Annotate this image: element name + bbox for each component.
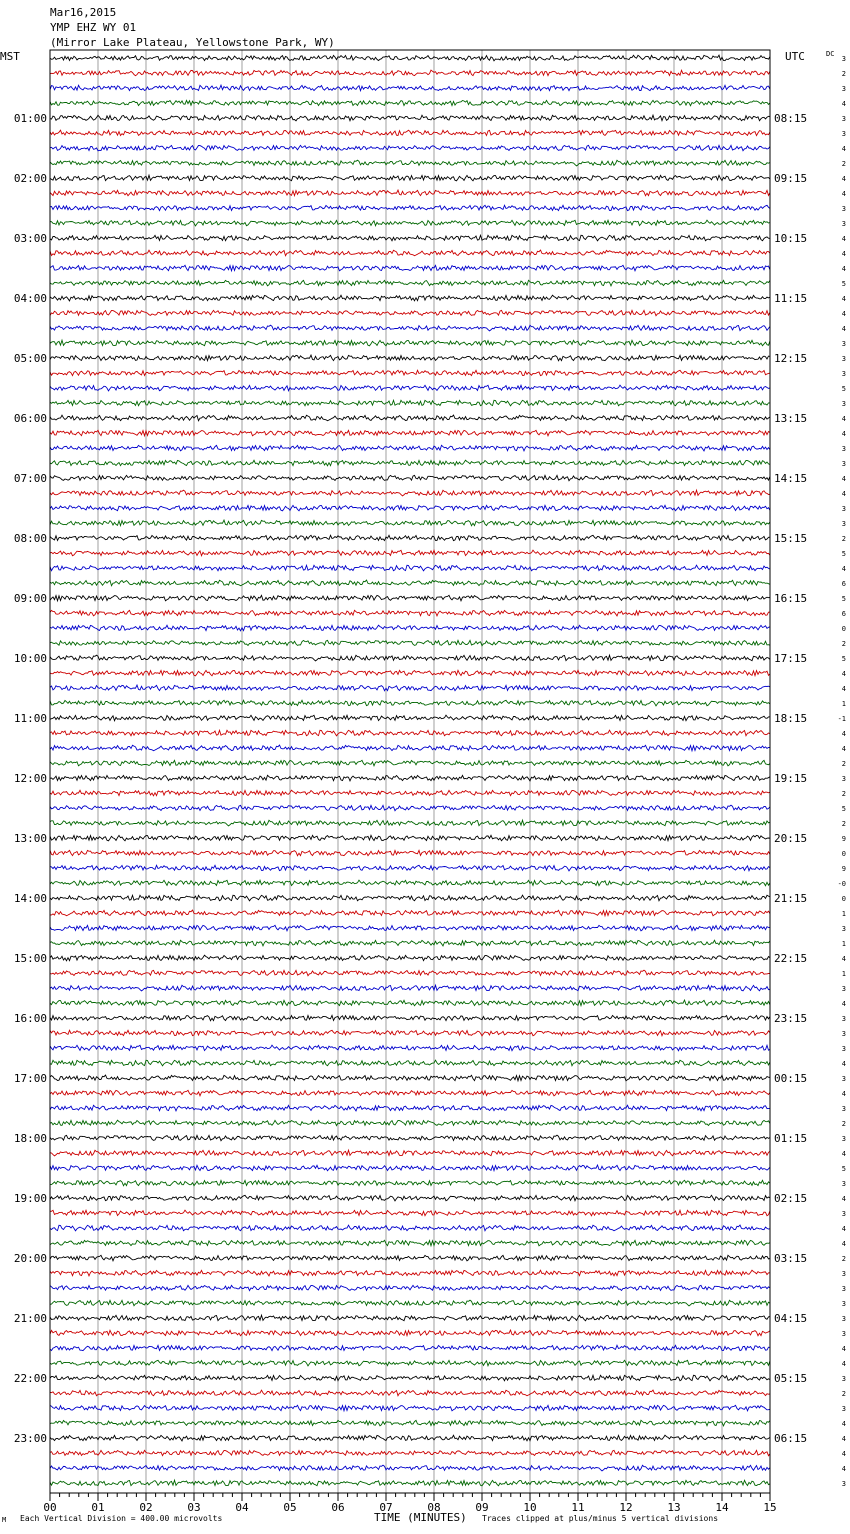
seismic-trace — [50, 970, 770, 976]
hour-label-right: 16:15 — [774, 592, 808, 605]
dc-offset-label: 3 — [841, 220, 846, 228]
seismic-trace — [50, 1420, 770, 1426]
dc-offset-label: 5 — [841, 1165, 846, 1173]
dc-offset-label: 3 — [841, 1480, 846, 1488]
dc-offset-label: 2 — [841, 70, 846, 78]
seismic-trace — [50, 490, 770, 496]
dc-offset-label: 3 — [841, 775, 846, 783]
seismic-trace — [50, 1225, 770, 1231]
dc-offset-label: 4 — [841, 310, 846, 318]
hour-label-left: 05:00 — [13, 352, 47, 365]
dc-offset-label: 3 — [841, 1300, 846, 1308]
dc-offset-label: 4 — [841, 1090, 846, 1098]
x-axis-title: TIME (MINUTES) — [374, 1511, 467, 1524]
seismic-trace — [50, 745, 770, 751]
dc-offset-label: 3 — [841, 925, 846, 933]
x-tick-label: 09 — [475, 1501, 489, 1514]
dc-offset-label: 4 — [841, 325, 846, 333]
seismic-trace — [50, 775, 770, 781]
seismic-trace — [50, 100, 770, 105]
seismic-trace — [50, 550, 770, 556]
seismic-trace — [50, 85, 770, 91]
dc-offset-label: 4 — [841, 955, 846, 963]
seismic-trace — [50, 1015, 770, 1020]
seismic-trace — [50, 505, 770, 511]
seismic-trace — [50, 985, 770, 991]
seismic-trace — [50, 805, 770, 811]
seismic-trace — [50, 175, 770, 181]
seismic-trace — [50, 115, 770, 121]
hour-label-left: 21:00 — [13, 1312, 47, 1325]
dc-offset-label: 4 — [841, 265, 846, 273]
dc-offset-label: 4 — [841, 250, 846, 258]
seismic-trace — [50, 1240, 770, 1246]
seismic-trace — [50, 325, 770, 331]
hour-label-left: 11:00 — [13, 712, 47, 725]
dc-offset-label: 4 — [841, 1195, 846, 1203]
seismic-trace — [50, 955, 770, 961]
seismic-trace — [50, 235, 770, 241]
hour-label-left: 18:00 — [13, 1132, 47, 1145]
dc-offset-label: 3 — [841, 1330, 846, 1338]
seismic-trace — [50, 1180, 770, 1185]
seismic-trace — [50, 640, 770, 645]
seismic-trace — [50, 1285, 770, 1290]
x-tick-label: 05 — [283, 1501, 297, 1514]
dc-offset-label: 3 — [841, 55, 846, 63]
dc-offset-label: 3 — [841, 1405, 846, 1413]
hour-label-right: 21:15 — [774, 892, 808, 905]
hour-label-left: 15:00 — [13, 952, 47, 965]
dc-offset-label: 2 — [841, 160, 846, 168]
seismic-trace — [50, 1345, 770, 1350]
seismic-trace — [50, 1405, 770, 1411]
dc-offset-label: 3 — [841, 1045, 846, 1053]
dc-offset-label: 6 — [841, 580, 846, 588]
hour-label-left: 16:00 — [13, 1012, 47, 1025]
hour-label-right: 02:15 — [774, 1192, 808, 1205]
dc-offset-label: 2 — [841, 1255, 846, 1263]
seismic-trace — [50, 205, 770, 210]
seismic-trace — [50, 280, 770, 286]
dc-offset-label: 4 — [841, 190, 846, 198]
dc-offset-label: 4 — [841, 1450, 846, 1458]
seismic-trace — [50, 1045, 770, 1051]
seismic-trace — [50, 1450, 770, 1455]
scale-marker: M — [2, 1516, 7, 1524]
hour-label-left: 12:00 — [13, 772, 47, 785]
seismic-trace — [50, 1375, 770, 1381]
dc-offset-label: 5 — [841, 385, 846, 393]
hour-label-right: 10:15 — [774, 232, 808, 245]
hour-label-right: 22:15 — [774, 952, 808, 965]
x-tick-label: 12 — [619, 1501, 633, 1514]
hour-label-right: 00:15 — [774, 1072, 808, 1085]
dc-offset-label: 3 — [841, 460, 846, 468]
dc-offset-label: 3 — [841, 400, 846, 408]
hour-label-left: 19:00 — [13, 1192, 47, 1205]
x-tick-label: 11 — [571, 1501, 585, 1514]
hour-label-right: 14:15 — [774, 472, 808, 485]
seismic-trace — [50, 1105, 770, 1111]
seismic-trace — [50, 1360, 770, 1366]
dc-offset-label: 4 — [841, 1225, 846, 1233]
seismic-trace — [50, 1270, 770, 1276]
right-timezone-label: UTC — [785, 50, 805, 63]
hour-label-right: 06:15 — [774, 1432, 808, 1445]
dc-offset-label: 2 — [841, 790, 846, 798]
dc-offset-label: 4 — [841, 475, 846, 483]
dc-offset-label: 3 — [841, 1315, 846, 1323]
dc-offset-label: 1 — [841, 910, 846, 918]
dc-offset-label: 4 — [841, 730, 846, 738]
dc-offset-label: 3 — [841, 505, 846, 513]
dc-column-label: DC — [826, 50, 835, 58]
dc-offset-label: -1 — [837, 715, 846, 723]
seismic-trace — [50, 400, 770, 406]
seismic-trace — [50, 535, 770, 541]
seismic-trace — [50, 1090, 770, 1096]
seismic-trace — [50, 1135, 770, 1141]
seismic-trace — [50, 760, 770, 766]
seismic-trace — [50, 565, 770, 571]
seismic-trace — [50, 310, 770, 315]
seismic-trace — [50, 370, 770, 375]
dc-offset-label: 5 — [841, 805, 846, 813]
hour-label-right: 09:15 — [774, 172, 808, 185]
x-tick-label: 10 — [523, 1501, 537, 1514]
dc-offset-label: 4 — [841, 685, 846, 693]
hour-label-right: 23:15 — [774, 1012, 808, 1025]
x-tick-label: 14 — [715, 1501, 729, 1514]
seismic-trace — [50, 1195, 770, 1201]
dc-offset-label: 4 — [841, 100, 846, 108]
hour-label-right: 12:15 — [774, 352, 808, 365]
seismic-trace — [50, 655, 770, 661]
header-date: Mar16,2015 — [50, 6, 117, 19]
seismic-trace — [50, 580, 770, 586]
dc-offset-label: 3 — [841, 1105, 846, 1113]
seismic-trace — [50, 730, 770, 736]
dc-offset-label: 4 — [841, 295, 846, 303]
seismic-trace — [50, 850, 770, 856]
dc-offset-label: 3 — [841, 1075, 846, 1083]
seismic-trace — [50, 1120, 770, 1125]
seismic-trace — [50, 895, 770, 901]
seismic-trace — [50, 55, 770, 61]
x-tick-label: 07 — [379, 1501, 393, 1514]
dc-offset-label: 2 — [841, 535, 846, 543]
dc-offset-label: 2 — [841, 1120, 846, 1128]
seismic-trace — [50, 1060, 770, 1066]
x-tick-label: 03 — [187, 1501, 201, 1514]
dc-offset-label: 4 — [841, 565, 846, 573]
seismic-trace — [50, 130, 770, 135]
dc-offset-label: 4 — [841, 1360, 846, 1368]
hour-label-left: 10:00 — [13, 652, 47, 665]
dc-offset-label: 4 — [841, 1420, 846, 1428]
hour-label-left: 23:00 — [13, 1432, 47, 1445]
seismic-trace — [50, 145, 770, 150]
dc-offset-label: 5 — [841, 550, 846, 558]
seismic-trace — [50, 220, 770, 226]
seismic-trace — [50, 355, 770, 361]
hour-label-right: 20:15 — [774, 832, 808, 845]
hour-label-left: 04:00 — [13, 292, 47, 305]
dc-offset-label: 3 — [841, 355, 846, 363]
dc-offset-label: 2 — [841, 640, 846, 648]
seismic-trace — [50, 1075, 770, 1081]
dc-offset-label: 3 — [841, 205, 846, 213]
hour-label-left: 02:00 — [13, 172, 47, 185]
hour-label-right: 15:15 — [774, 532, 808, 545]
hour-label-left: 01:00 — [13, 112, 47, 125]
x-tick-label: 01 — [91, 1501, 105, 1514]
seismic-trace — [50, 880, 770, 886]
dc-offset-label: 3 — [841, 1375, 846, 1383]
seismic-trace — [50, 1390, 770, 1396]
seismic-trace — [50, 610, 770, 616]
seismic-trace — [50, 415, 770, 421]
seismic-trace — [50, 250, 770, 256]
clip-text: Traces clipped at plus/minus 5 vertical divisions — [482, 1514, 719, 1523]
seismic-trace — [50, 1480, 770, 1486]
hour-label-right: 13:15 — [774, 412, 808, 425]
seismic-trace — [50, 1465, 770, 1471]
hour-label-right: 18:15 — [774, 712, 808, 725]
x-tick-label: 08 — [427, 1501, 441, 1514]
dc-offset-label: 4 — [841, 1000, 846, 1008]
dc-offset-label: 9 — [841, 865, 846, 873]
dc-offset-label: 5 — [841, 280, 846, 288]
seismic-trace — [50, 1030, 770, 1036]
dc-offset-label: 3 — [841, 370, 846, 378]
dc-offset-label: 4 — [841, 1345, 846, 1353]
dc-offset-label: 4 — [841, 490, 846, 498]
x-tick-label: 02 — [139, 1501, 153, 1514]
dc-offset-label: 3 — [841, 985, 846, 993]
seismic-trace — [50, 1165, 770, 1171]
dc-offset-label: 2 — [841, 820, 846, 828]
dc-offset-label: 0 — [841, 850, 846, 858]
hour-label-left: 17:00 — [13, 1072, 47, 1085]
dc-offset-label: 3 — [841, 1210, 846, 1218]
dc-offset-label: 3 — [841, 520, 846, 528]
seismic-trace — [50, 475, 770, 480]
seismic-trace — [50, 1150, 770, 1156]
seismic-trace — [50, 385, 770, 391]
seismic-trace — [50, 910, 770, 916]
hour-label-right: 11:15 — [774, 292, 808, 305]
header-station: YMP EHZ WY 01 — [50, 21, 137, 34]
seismic-trace — [50, 295, 770, 301]
seismic-trace — [50, 1000, 770, 1006]
dc-offset-label: 2 — [841, 760, 846, 768]
hour-label-right: 19:15 — [774, 772, 808, 785]
seismic-trace — [50, 790, 770, 796]
header-location: (Mirror Lake Plateau, Yellowstone Park, WY) — [50, 36, 335, 49]
seismic-trace — [50, 595, 770, 601]
seismic-trace — [50, 1255, 770, 1261]
dc-offset-label: 4 — [841, 670, 846, 678]
seismic-trace — [50, 820, 770, 826]
hour-label-right: 17:15 — [774, 652, 808, 665]
seismic-trace — [50, 460, 770, 466]
dc-offset-label: 0 — [841, 625, 846, 633]
x-tick-label: 00 — [43, 1501, 57, 1514]
dc-offset-label: 4 — [841, 1240, 846, 1248]
dc-offset-label: 3 — [841, 130, 846, 138]
dc-offset-label: 1 — [841, 700, 846, 708]
hour-label-left: 13:00 — [13, 832, 47, 845]
dc-offset-label: 3 — [841, 1030, 846, 1038]
seismic-trace — [50, 1330, 770, 1336]
seismic-trace — [50, 865, 770, 871]
x-tick-label: 06 — [331, 1501, 345, 1514]
x-tick-label: 13 — [667, 1501, 681, 1514]
dc-offset-label: 5 — [841, 655, 846, 663]
seismic-trace — [50, 715, 770, 721]
hour-label-left: 06:00 — [13, 412, 47, 425]
dc-offset-label: 3 — [841, 340, 846, 348]
dc-offset-label: 4 — [841, 415, 846, 423]
seismic-trace — [50, 1300, 770, 1306]
dc-offset-label: 0 — [841, 895, 846, 903]
seismic-trace — [50, 940, 770, 946]
hour-label-left: 22:00 — [13, 1372, 47, 1385]
seismic-trace — [50, 925, 770, 931]
dc-offset-label: 4 — [841, 745, 846, 753]
dc-offset-label: 4 — [841, 1060, 846, 1068]
hour-label-right: 01:15 — [774, 1132, 808, 1145]
x-tick-label: 04 — [235, 1501, 249, 1514]
hour-label-left: 08:00 — [13, 532, 47, 545]
dc-offset-label: 5 — [841, 595, 846, 603]
hour-label-right: 05:15 — [774, 1372, 808, 1385]
seismic-trace — [50, 340, 770, 346]
dc-offset-label: 3 — [841, 1015, 846, 1023]
dc-offset-label: 9 — [841, 835, 846, 843]
seismic-trace — [50, 445, 770, 451]
dc-offset-label: -0 — [837, 880, 846, 888]
dc-offset-label: 4 — [841, 1435, 846, 1443]
dc-offset-label: 4 — [841, 1465, 846, 1473]
seismic-trace — [50, 190, 770, 196]
hour-label-left: 09:00 — [13, 592, 47, 605]
seismic-trace — [50, 1315, 770, 1321]
seismic-trace — [50, 700, 770, 706]
seismic-trace — [50, 160, 770, 166]
hour-label-right: 03:15 — [774, 1252, 808, 1265]
hour-label-left: 03:00 — [13, 232, 47, 245]
seismic-trace — [50, 520, 770, 526]
dc-offset-label: 4 — [841, 145, 846, 153]
left-timezone-label: MST — [0, 50, 20, 63]
dc-offset-label: 3 — [841, 85, 846, 93]
hour-label-left: 20:00 — [13, 1252, 47, 1265]
hour-label-right: 04:15 — [774, 1312, 808, 1325]
dc-offset-label: 3 — [841, 1135, 846, 1143]
dc-offset-label: 3 — [841, 1270, 846, 1278]
x-tick-label: 15 — [763, 1501, 777, 1514]
seismic-trace — [50, 670, 770, 676]
seismic-trace — [50, 265, 770, 271]
hour-label-right: 08:15 — [774, 112, 808, 125]
dc-offset-label: 4 — [841, 430, 846, 438]
dc-offset-label: 1 — [841, 970, 846, 978]
hour-label-left: 07:00 — [13, 472, 47, 485]
dc-offset-label: 6 — [841, 610, 846, 618]
seismic-trace — [50, 835, 770, 841]
dc-offset-label: 3 — [841, 1285, 846, 1293]
seismic-trace — [50, 1210, 770, 1216]
seismic-trace — [50, 625, 770, 631]
seismic-trace — [50, 430, 770, 436]
dc-offset-label: 4 — [841, 175, 846, 183]
scale-text: Each Vertical Division = 400.00 microvolts — [20, 1514, 223, 1523]
dc-offset-label: 3 — [841, 115, 846, 123]
dc-offset-label: 4 — [841, 1150, 846, 1158]
seismic-trace — [50, 685, 770, 691]
hour-label-left: 14:00 — [13, 892, 47, 905]
dc-offset-label: 1 — [841, 940, 846, 948]
seismic-trace — [50, 70, 770, 76]
dc-offset-label: 3 — [841, 445, 846, 453]
dc-offset-label: 3 — [841, 1180, 846, 1188]
seismic-trace — [50, 1435, 770, 1441]
dc-offset-label: 4 — [841, 235, 846, 243]
dc-offset-label: 2 — [841, 1390, 846, 1398]
